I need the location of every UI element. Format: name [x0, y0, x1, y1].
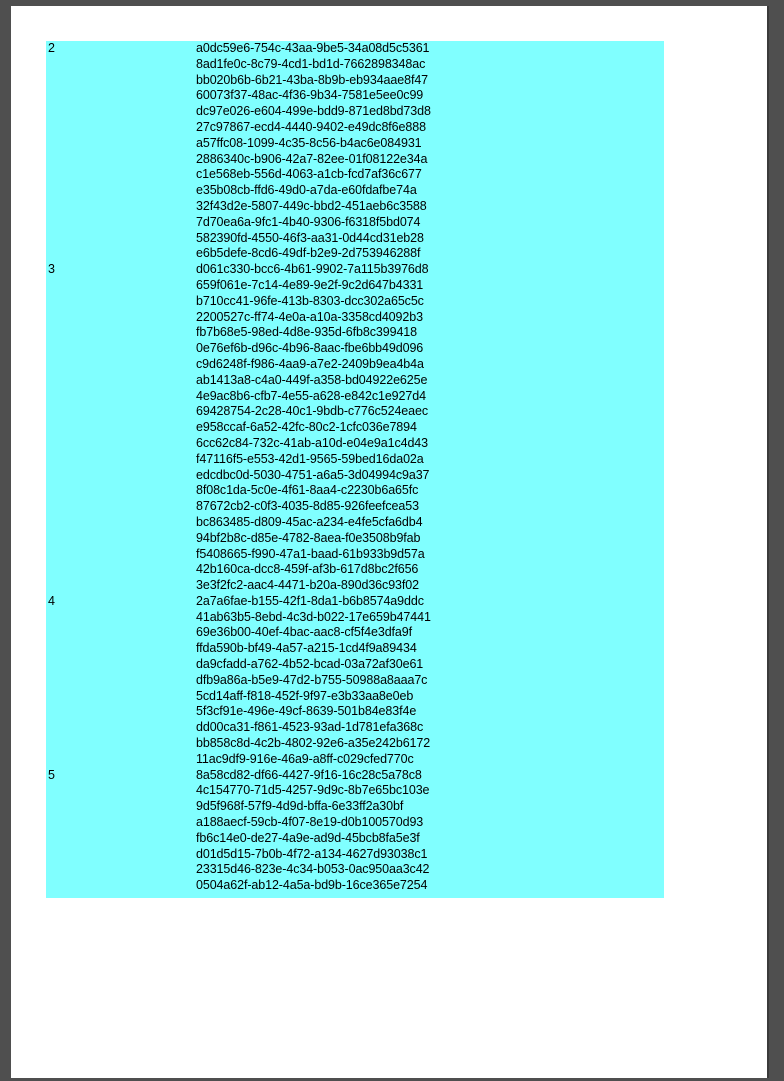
id-table: [46, 41, 664, 898]
group-number: 2: [48, 41, 55, 55]
id-entry: d061c330-bcc6-4b61-9902-7a115b3976d8: [196, 262, 429, 277]
id-entry: a0dc59e6-754c-43aa-9be5-34a08d5c5361: [196, 41, 430, 55]
id-entry: dc97e026-e604-499e-bdd9-871ed8bd73d8: [196, 104, 431, 119]
id-entry: a57ffc08-1099-4c35-8c56-b4ac6e084931: [196, 135, 422, 150]
id-entry: 27c97867-ecd4-4440-9402-e49dc8f6e888: [196, 119, 426, 134]
id-entry: 8ad1fe0c-8c79-4cd1-bd1d-7662898348ac: [196, 56, 426, 71]
group-number: 4: [48, 593, 55, 608]
id-entry: edcdbc0d-5030-4751-a6a5-3d04994c9a37: [196, 467, 430, 482]
id-entry: f5408665-f990-47a1-baad-61b933b9d57a: [196, 546, 425, 561]
id-entry: da9cfadd-a762-4b52-bcad-03a72af30e61: [196, 657, 424, 672]
id-entry: 7d70ea6a-9fc1-4b40-9306-f6318f5bd074: [196, 214, 421, 229]
id-entry: ffda590b-bf49-4a57-a215-1cd4f9a89434: [196, 641, 417, 656]
id-entry: 6cc62c84-732c-41ab-a10d-e04e9a1c4d43: [196, 435, 429, 450]
id-entry: dfb9a86a-b5e9-47d2-b755-50988a8aaa7c: [196, 672, 428, 687]
id-entry: 2886340c-b906-42a7-82ee-01f08122e34a: [196, 151, 428, 166]
id-entry: c9d6248f-f986-4aa9-a7e2-2409b9ea4b4a: [196, 356, 424, 371]
id-entry: 11ac9df9-916e-46a9-a8ff-c029cfed770c: [196, 751, 414, 766]
id-entry: bb020b6b-6b21-43ba-8b9b-eb934aae8f47: [196, 72, 429, 87]
id-list: [46, 594, 664, 768]
id-list: [46, 768, 664, 894]
id-entry: 659f061e-7c14-4e89-9e2f-9c2d647b4331: [196, 277, 424, 292]
id-entry: a188aecf-59cb-4f07-8e19-d0b100570d93: [196, 815, 424, 830]
group-row: [46, 262, 664, 594]
id-entry: e958ccaf-6a52-42fc-80c2-1cfc036e7894: [196, 420, 417, 435]
document-page: [11, 6, 767, 1078]
id-entry: b710cc41-96fe-413b-8303-dcc302a65c5c: [196, 293, 424, 308]
id-entry: 4c154770-71d5-4257-9d9c-8b7e65bc103e: [196, 783, 430, 798]
id-entry: 42b160ca-dcc8-459f-af3b-617d8bc2f656: [196, 562, 419, 577]
group-row: [46, 41, 664, 262]
id-entry: 2200527c-ff74-4e0a-a10a-3358cd4092b3: [196, 309, 423, 324]
id-entry: c1e568eb-556d-4063-a1cb-fcd7af36c677: [196, 167, 422, 182]
id-entry: e6b5defe-8cd6-49df-b2e9-2d753946288f: [196, 246, 421, 261]
id-entry: 5cd14aff-f818-452f-9f97-e3b33aa8e0eb: [196, 688, 414, 703]
id-entry: 582390fd-4550-46f3-aa31-0d44cd31eb28: [196, 230, 424, 245]
id-entry: 5f3cf91e-496e-49cf-8639-501b84e83f4e: [196, 704, 417, 719]
id-entry: 23315d46-823e-4c34-b053-0ac950aa3c42: [196, 862, 430, 877]
id-entry: 94bf2b8c-d85e-4782-8aea-f0e3508b9fab: [196, 530, 421, 545]
group-row: [46, 768, 664, 894]
id-entry: 69428754-2c28-40c1-9bdb-c776c524eaec: [196, 404, 429, 419]
group-number: 5: [48, 767, 55, 782]
id-entry: dd00ca31-f861-4523-93ad-1d781efa368c: [196, 720, 424, 735]
id-entry: 87672cb2-c0f3-4035-8d85-926feefcea53: [196, 499, 419, 514]
id-entry: e35b08cb-ffd6-49d0-a7da-e60fdafbe74a: [196, 183, 417, 198]
id-entry: fb7b68e5-98ed-4d8e-935d-6fb8c399418: [196, 325, 417, 340]
id-list: [46, 262, 664, 594]
id-entry: 3e3f2fc2-aac4-4471-b20a-890d36c93f02: [196, 578, 419, 593]
id-entry: bc863485-d809-45ac-a234-e4fe5cfa6db4: [196, 514, 423, 529]
id-entry: 9d5f968f-57f9-4d9d-bffa-6e33ff2a30bf: [196, 799, 404, 814]
id-entry: f47116f5-e553-42d1-9565-59bed16da02a: [196, 451, 424, 466]
id-entry: 8a58cd82-df66-4427-9f16-16c28c5a78c8: [196, 767, 422, 782]
group-row: [46, 594, 664, 768]
id-entry: bb858c8d-4c2b-4802-92e6-a35e242b6172: [196, 736, 431, 751]
id-entry: ab1413a8-c4a0-449f-a358-bd04922e625e: [196, 372, 428, 387]
id-entry: 4e9ac8b6-cfb7-4e55-a628-e842c1e927d4: [196, 388, 426, 403]
id-list: [46, 41, 664, 262]
id-entry: 0e76ef6b-d96c-4b96-8aac-fbe6bb49d096: [196, 341, 424, 356]
id-entry: d01d5d15-7b0b-4f72-a134-4627d93038c1: [196, 846, 428, 861]
id-entry: 32f43d2e-5807-449c-bbd2-451aeb6c3588: [196, 198, 427, 213]
id-entry: 0504a62f-ab12-4a5a-bd9b-16ce365e7254: [196, 878, 428, 893]
id-entry: 60073f37-48ac-4f36-9b34-7581e5ee0c99: [196, 88, 424, 103]
id-entry: 2a7a6fae-b155-42f1-8da1-b6b8574a9ddc: [196, 593, 424, 608]
id-entry: fb6c14e0-de27-4a9e-ad9d-45bcb8fa5e3f: [196, 830, 420, 845]
id-entry: 8f08c1da-5c0e-4f61-8aa4-c2230b6a65fc: [196, 483, 419, 498]
id-entry: 69e36b00-40ef-4bac-aac8-cf5f4e3dfa9f: [196, 625, 413, 640]
group-number: 3: [48, 262, 55, 277]
id-entry: 41ab63b5-8ebd-4c3d-b022-17e659b47441: [196, 609, 431, 624]
